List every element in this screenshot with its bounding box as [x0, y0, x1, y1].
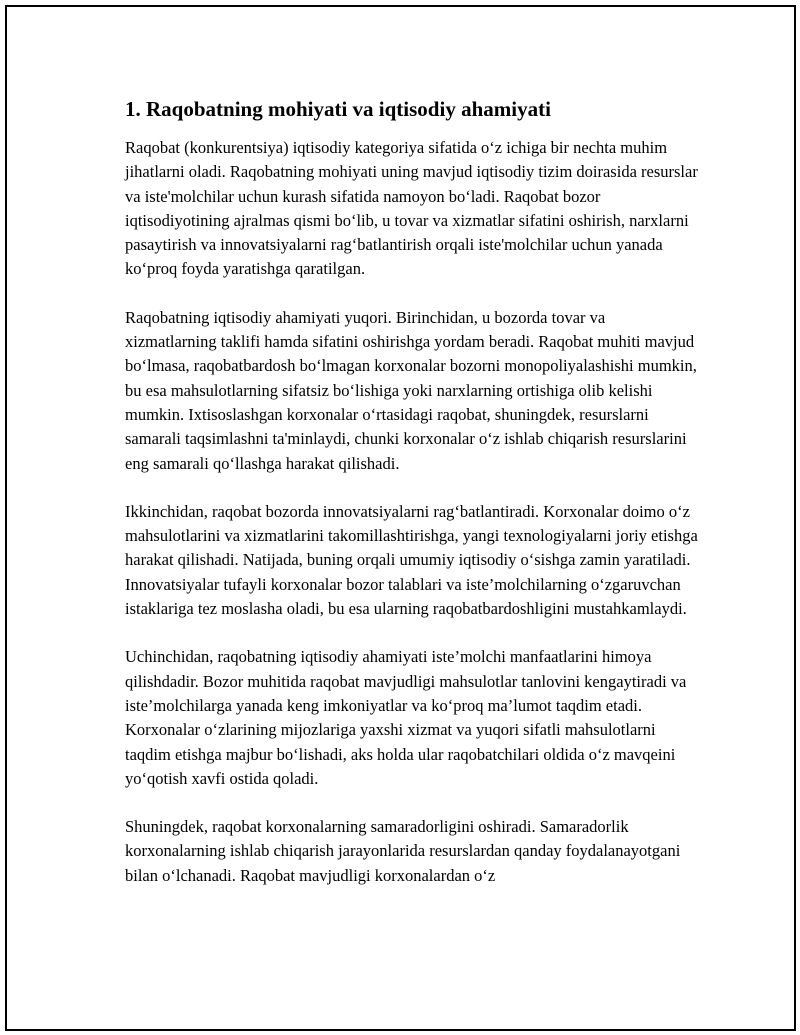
- section-heading: 1. Raqobatning mohiyati va iqtisodiy ahamiyati: [125, 97, 551, 121]
- paragraph-4: Uchinchidan, raqobatning iqtisodiy ahamiyati iste’molchi manfaatlarini himoya qilishdadir. Bozor muhitida raqobat mavjudligi mahsulotlar tanlovini kengaytiradi va iste’molchilarga yanada keng imkoniyatlar va ko‘proq ma’lumot taqdim etadi. Korxonalar o‘zlarining mijozlariga yaxshi xizmat va yuqori sifatli mahsulotlarni taqdim etishga majbur bo‘lishadi, aks holda ular raqobatchilari oldida o‘z mavqeini yo‘qotish xavfi ostida qoladi.: [125, 647, 687, 788]
- document-body: [119, 95, 699, 912]
- page-frame: [5, 5, 796, 1031]
- paragraph-3: Ikkinchidan, raqobat bozorda innovatsiyalarni rag‘batlantiradi. Korxonalar doimo o‘z mahsulotlarini va xizmatlarini takomillashtirishga, yangi texnologiyalarni joriy etishga harakat qilishadi. Natijada, buning orqali umumiy iqtisodiy o‘sishga zamin yaratiladi. Innovatsiyalar tufayli korxonalar bozor talablari va iste’molchilarning o‘zgaruvchan istaklariga tez moslasha oladi, bu esa ularning raqobatbardoshligini mustahkamlaydi.: [125, 501, 698, 619]
- paragraph-2: Raqobatning iqtisodiy ahamiyati yuqori. Birinchidan, u bozorda tovar va xizmatlarning taklifi hamda sifatini oshirishga yordam beradi. Raqobat muhiti mavjud bo‘lmasa, raqobatbardosh bo‘lmagan korxonalar bozorni monopoliyalashishi mumkin, bu esa mahsulotlarning sifatsiz bo‘lishiga yoki narxlarning ortishiga olib kelishi mumkin. Ixtisoslashgan korxonalar o‘rtasidagi raqobat, shuningdek, resurslarni samarali taqsimlashni ta'minlaydi, chunki korxonalar o‘z ishlab chiqarish resurslarini eng samarali qo‘llashga harakat qilishadi.: [125, 307, 697, 473]
- paragraph-1: Raqobat (konkurentsiya) iqtisodiy kategoriya sifatida o‘z ichiga bir nechta muhim jihatlarni oladi. Raqobatning mohiyati uning mavjud iqtisodiy tizim doirasida resurslar va iste'molchilar uchun kurash sifatida namoyon bo‘ladi. Raqobat bozor iqtisodiyotining ajralmas qismi bo‘lib, u tovar va xizmatlar sifatini oshirish, narxlarni pasaytirish va innovatsiyalarni rag‘batlantirish orqali iste'molchilar uchun yanada ko‘proq foyda yaratishga qaratilgan.: [125, 138, 698, 279]
- paragraph-5: Shuningdek, raqobat korxonalarning samaradorligini oshiradi. Samaradorlik korxonalarning ishlab chiqarish jarayonlarida resurslardan qanday foydalanayotgani bilan o‘lchanadi. Raqobat mavjudligi korxonalardan o‘z: [125, 817, 681, 885]
